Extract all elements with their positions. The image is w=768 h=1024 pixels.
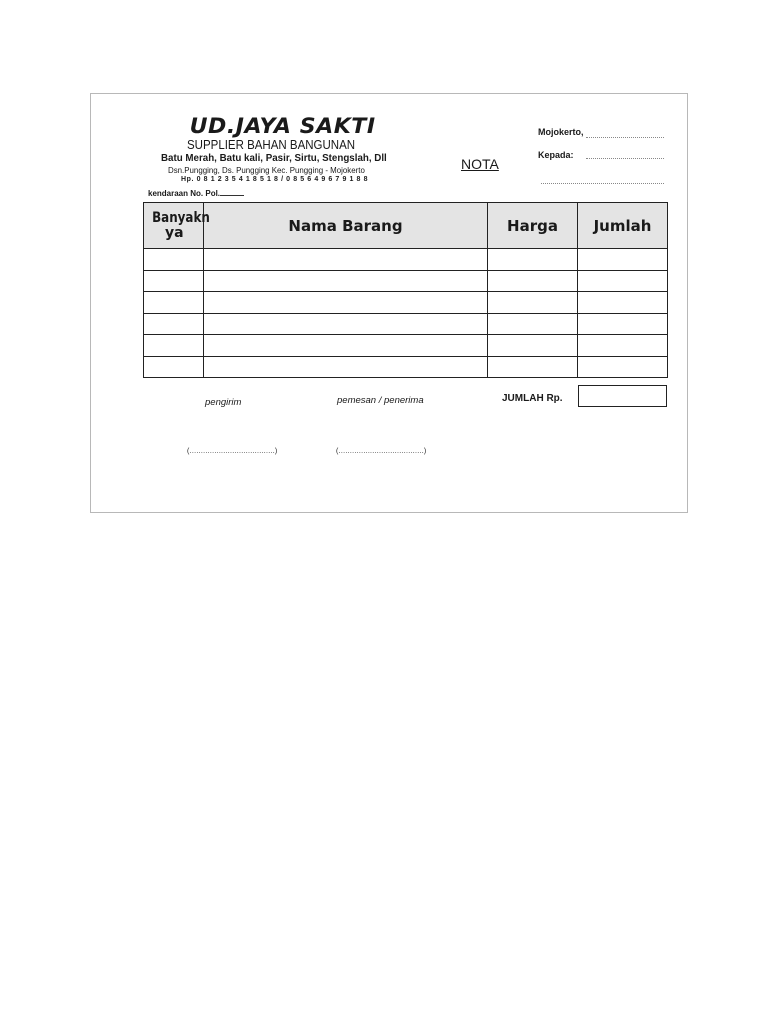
vehicle-number-blank[interactable] <box>220 187 244 196</box>
column-header-item-name: Nama Barang <box>204 203 488 249</box>
recipient-label: Kepada: <box>538 150 574 160</box>
column-header-amount: Jumlah <box>578 203 668 249</box>
items-table-header <box>144 203 668 249</box>
recipient-line-2[interactable] <box>541 183 664 184</box>
table-row <box>144 292 668 314</box>
table-row <box>144 335 668 357</box>
cell-price[interactable] <box>488 270 578 292</box>
cell-amount[interactable] <box>578 335 668 357</box>
table-row <box>144 313 668 335</box>
cell-quantity[interactable] <box>144 335 204 357</box>
document-title: NOTA <box>461 156 499 172</box>
cell-amount[interactable] <box>578 292 668 314</box>
cell-price[interactable] <box>488 292 578 314</box>
cell-item-name[interactable] <box>204 313 488 335</box>
column-header-price: Harga <box>488 203 578 249</box>
cell-price[interactable] <box>488 249 578 271</box>
receipt-form <box>90 93 688 513</box>
cell-item-name[interactable] <box>204 356 488 378</box>
column-header-quantity-line-1: Banyakn <box>152 209 210 226</box>
cell-amount[interactable] <box>578 249 668 271</box>
recipient-line[interactable] <box>586 158 664 159</box>
cell-quantity[interactable] <box>144 292 204 314</box>
cell-quantity[interactable] <box>144 356 204 378</box>
company-name: UD.JAYA SAKTI <box>189 114 376 138</box>
cell-price[interactable] <box>488 335 578 357</box>
cell-item-name[interactable] <box>204 292 488 314</box>
sender-signature-line[interactable]: (......................................) <box>187 448 278 455</box>
company-address: Dsn.Pungging, Ds. Pungging Kec. Pungging - Mojokerto <box>168 165 365 175</box>
items-table <box>143 202 668 378</box>
sender-label: pengirim <box>205 397 242 408</box>
column-header-quantity <box>144 203 210 249</box>
table-row <box>144 356 668 378</box>
cell-item-name[interactable] <box>204 270 488 292</box>
table-row <box>144 270 668 292</box>
receiver-label: pemesan / penerima <box>337 395 424 406</box>
vehicle-number-field <box>148 187 244 198</box>
company-phone: Hp. 0 8 1 2 3 5 4 1 8 5 1 8 / 0 8 5 6 4 9 6 7 9 1 8 8 <box>181 176 369 183</box>
cell-quantity[interactable] <box>144 249 204 271</box>
cell-amount[interactable] <box>578 356 668 378</box>
table-row <box>144 249 668 271</box>
vehicle-number-label: kendaraan No. Pol. <box>148 189 221 198</box>
place-date-line[interactable] <box>586 137 664 138</box>
receiver-signature-line[interactable]: (......................................) <box>336 448 427 455</box>
product-list: Batu Merah, Batu kali, Pasir, Sirtu, Stengslah, Dll <box>161 152 387 164</box>
total-amount-box[interactable] <box>578 385 667 407</box>
cell-amount[interactable] <box>578 313 668 335</box>
cell-price[interactable] <box>488 356 578 378</box>
cell-item-name[interactable] <box>204 249 488 271</box>
cell-quantity[interactable] <box>144 270 204 292</box>
place-date-label: Mojokerto, <box>538 127 584 137</box>
cell-price[interactable] <box>488 313 578 335</box>
cell-amount[interactable] <box>578 270 668 292</box>
cell-item-name[interactable] <box>204 335 488 357</box>
cell-quantity[interactable] <box>144 313 204 335</box>
company-tagline: SUPPLIER BAHAN BANGUNAN <box>187 138 356 152</box>
column-header-quantity-line-2: ya <box>165 224 184 241</box>
total-label: JUMLAH Rp. <box>502 393 563 404</box>
